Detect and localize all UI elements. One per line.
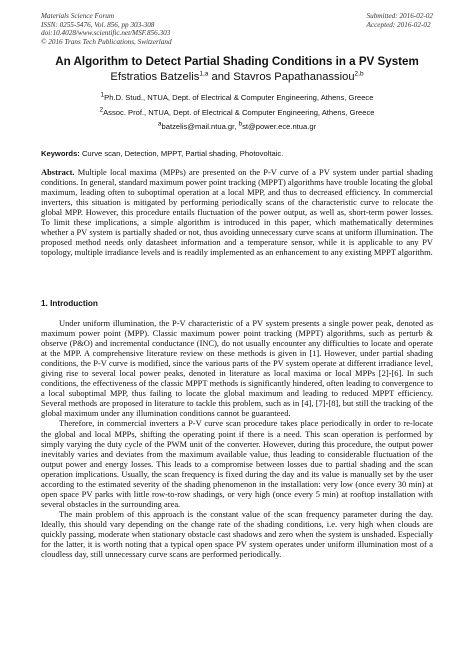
- journal-doi: doi:10.4028/www.scientific.net/MSF.856.303: [41, 29, 171, 38]
- affiliation-1-sup: 1: [100, 91, 105, 99]
- section-body: [41, 318, 433, 559]
- author-1-name: Efstratios Batzelis: [110, 71, 200, 83]
- email-b-sup: b: [238, 120, 243, 128]
- body-paragraph: Therefore, in commercial inverters a P-V curve scan procedure takes place periodically in order to re-locate the global and local MPPs, shifting the operating point if there is a need. This scan operation is performed by simply varying the duty cycle of the PWM unit of the converter. However, during this procedure, the output power inevitably varies and deviates from the maximum available value, thus leading to considerable fluctuation of the output power and energy losses. This leads to a compromise between losses due to partial shading and the scan operation implications. Usually, the scan frequency is fixed during the day and its value is manually set by the user according to the estimated severity of the shading phenomenon in the installation: very low (once every 30 min) at open space PV parks with little row-to-row shadings, or very high (once every 5 min) at rooftop installation with several obstacles in the surrounding area.: [41, 418, 433, 509]
- body-paragraph: The main problem of this approach is the constant value of the scan frequency parameter during the day. Ideally, this should vary depending on the change rate of the shading conditions, i.e. very high when clouds are quickly passing, moderate when stationary obstacle cast shadows and zero when the system is unshaded. Especially for the latter, it is worth noting that a typical open space PV system operates under uniform illumination most of a cloudless day, still unnecessary curve scans are performed periodically.: [41, 508, 433, 560]
- email-b[interactable]: st@power.ece.ntua.gr: [242, 122, 317, 131]
- author-line: [0, 71, 474, 83]
- journal-name: Materials Science Forum: [41, 12, 115, 20]
- abstract-text: Multiple local maxima (MPPs) are presented on the P-V curve of a PV system under partial shading conditions. In general, standard maximum power point tracking (MPPT) algorithms have trouble locating the global maximum, leading often to suboptimal operation at a local MPP, and thus to decreased efficiency. In commercial inverters, this situation is mitigated by performing periodically scans of the characteristic curve to relocate the global MPP. However, this procedure entails fluctuation of the power output, as well as, short-term power losses. To limit these implications, a simple algorithm is introduced in this paper, which mathematically determines whether a PV system is partially shaded or not, thus avoiding unnecessary curve scans at uniform illumination. The proposed method needs only datasheet information and a temperature sensor, while it is applicable to any PV topology, multiple irradiance levels and is readily implemented as an enhancement to any existing MPPT algorithm.: [41, 167, 433, 258]
- paper-title: An Algorithm to Detect Partial Shading Conditions in a PV System: [55, 55, 419, 68]
- submitted-date: Submitted: 2016-02-02: [366, 12, 433, 20]
- abstract: [41, 167, 433, 257]
- keywords-text: Curve scan, Detection, MPPT, Partial shading, Photovoltaic.: [81, 149, 284, 158]
- abstract-label: Abstract.: [41, 167, 75, 177]
- affiliation-2-text: Assoc. Prof., NTUA, Dept. of Electrical & Computer Engineering, Athens, Greece: [103, 108, 375, 117]
- email-a[interactable]: batzelis@mail.ntua.gr,: [161, 122, 237, 131]
- journal-copyright: © 2016 Trans Tech Publications, Switzerland: [41, 37, 172, 46]
- accepted-date: Accepted: 2016-02-02: [366, 20, 431, 29]
- affiliation-2: [0, 108, 474, 117]
- author-conjunction: and: [211, 71, 231, 83]
- section-heading: 1. Introduction: [41, 299, 98, 308]
- author-emails: [0, 122, 474, 131]
- journal-header: [41, 12, 172, 46]
- affiliation-1: [0, 93, 474, 102]
- author-2-name: Stavros Papathanassiou: [233, 71, 355, 83]
- author-1-sup: 1,a: [199, 70, 209, 78]
- affiliation-1-text: Ph.D. Stud., NTUA, Dept. of Electrical & Computer Engineering, Athens, Greece: [104, 93, 374, 102]
- submission-dates: [367, 12, 433, 29]
- email-a-sup: a: [157, 120, 162, 128]
- keywords: [41, 149, 433, 158]
- author-2-sup: 2,b: [354, 70, 364, 78]
- affiliation-2-sup: 2: [99, 106, 104, 114]
- body-paragraph: Under uniform illumination, the P-V characteristic of a PV system presents a single power peak, denoted as maximum power point (MPP). Classic maximum power point tracking (MPPT) algorithms, such as perturb & observe (P&O) and incremental conductance (INC), do not usually encounter any difficulties to locate and operate at the MPP. A comprehensive literature review on these methods is given in [1]. However, under partial shading conditions, the P-V curve is modified, since the various parts of the PV system operate at different irradiance level, giving rise to several local power peaks, denoted in literature as local maxima or local MPPs [2]-[6]. In such conditions, the effectiveness of the classic MPPT methods is significantly hindered, often leading to convergence to a local suboptimal MPP, thus failing to locate the global maximum and leading to reduced MPPT efficiency. Several methods are proposed in literature to tackle this problem, such as in [4], [7]-[8], but still the tracking of the global maximum under any illumination conditions cannot be guaranteed.: [41, 318, 433, 419]
- keywords-label: Keywords:: [41, 149, 80, 158]
- journal-issn: ISSN: 0255-5476, Vol. 856, pp 303-308: [41, 20, 155, 29]
